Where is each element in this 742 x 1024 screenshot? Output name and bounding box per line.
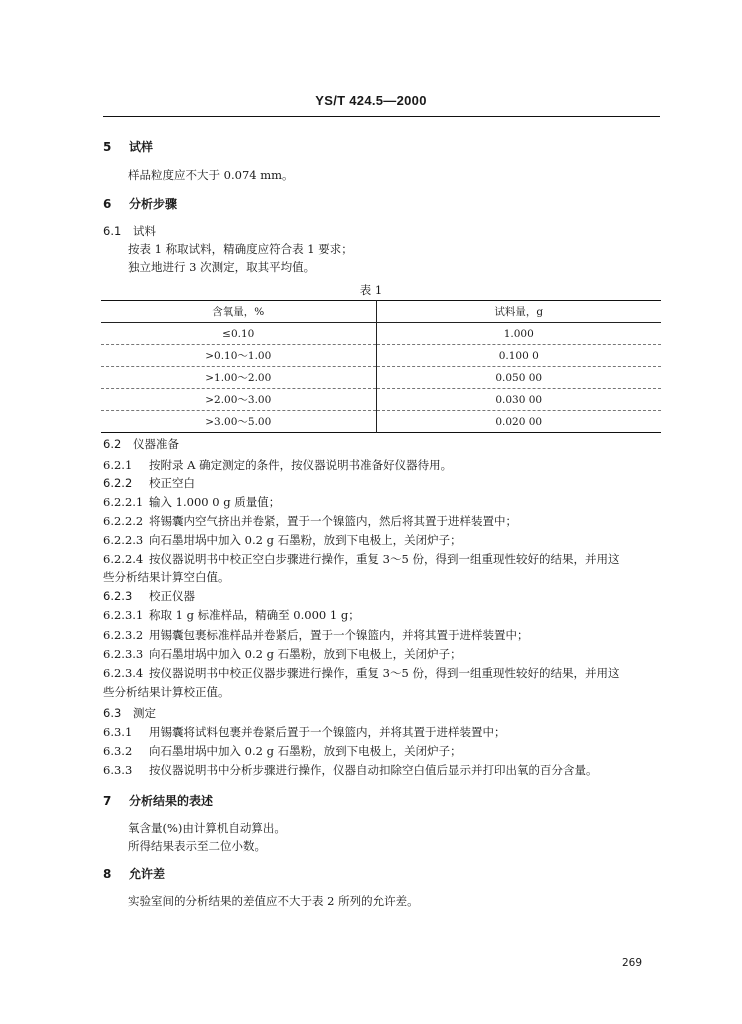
table-row	[101, 323, 661, 345]
table-row	[101, 345, 661, 367]
clause-number: 6.2.2.3	[103, 533, 144, 547]
clause-text: 用锡囊将试料包裹并卷紧后置于一个镍篮内，并将其置于进样装置中；	[149, 725, 506, 739]
clause-text: 称取 1 g 标准样品，精确至 0.000 1 g；	[149, 608, 360, 622]
clause-number: 6.2.3.2	[103, 628, 144, 642]
table-row	[101, 411, 661, 433]
section-8-heading	[103, 866, 165, 882]
clause-6-2-1	[103, 457, 452, 473]
section-title: 试样	[129, 140, 154, 154]
clause-6-2-2-4	[103, 551, 619, 567]
clause-text: 按仪器说明书中校正空白步骤进行操作，重复 3～5 份，得到一组重现性较好的结果，并用这	[149, 552, 620, 566]
clause-6-3-2	[103, 743, 462, 759]
clause-6-3-1	[103, 724, 506, 740]
clause-number: 6.3.1	[103, 725, 133, 739]
clause-6-2-heading	[103, 436, 179, 452]
table-cell-sample-mass: 0.030 00	[376, 389, 661, 411]
table-row	[101, 389, 661, 411]
clause-number: 6.2.1	[103, 458, 133, 472]
table-cell-oxygen-range: >2.00～3.00	[101, 389, 376, 411]
standard-code-header: YS/T 424.5—2000	[315, 93, 427, 108]
clause-number: 6.2.3	[103, 589, 133, 603]
clause-number: 6.3.2	[103, 744, 133, 758]
clause-text: 按仪器说明书中校正仪器步骤进行操作，重复 3～5 份，得到一组重现性较好的结果，并用这	[149, 666, 620, 680]
clause-6-2-2-4-continuation: 些分析结果计算空白值。	[103, 570, 230, 584]
clause-number: 6.2	[103, 437, 122, 451]
table-1-caption: 表 1	[359, 283, 383, 297]
clause-number: 6.2.3.1	[103, 608, 144, 622]
table-cell-oxygen-range: >0.10～1.00	[101, 345, 376, 367]
clause-number: 6.2.2	[103, 476, 133, 490]
clause-text: 向石墨坩埚中加入 0.2 g 石墨粉，放到下电极上，关闭炉子；	[149, 533, 462, 547]
clause-title: 仪器准备	[133, 437, 179, 451]
clause-6-2-3-heading	[103, 588, 195, 604]
table-cell-sample-mass: 0.100 0	[376, 345, 661, 367]
clause-6-2-3-3	[103, 646, 462, 662]
table-header-row	[101, 301, 661, 323]
clause-number: 6.2.3.3	[103, 647, 144, 661]
clause-number: 6.2.2.1	[103, 495, 144, 509]
table-cell-sample-mass: 0.020 00	[376, 411, 661, 433]
clause-6-2-2-1	[103, 494, 280, 510]
section-number: 7	[103, 794, 112, 808]
table-1	[101, 300, 661, 433]
section-7-heading	[103, 793, 213, 809]
table-cell-sample-mass: 0.050 00	[376, 367, 661, 389]
clause-text: 按附录 A 确定测定的条件，按仪器说明书准备好仪器待用。	[149, 458, 453, 472]
clause-number: 6.2.3.4	[103, 666, 144, 680]
section-7-line-2: 所得结果表示至二位小数。	[128, 839, 266, 853]
clause-title: 校正仪器	[149, 589, 195, 603]
clause-6-3-heading	[103, 705, 156, 721]
table-header-oxygen-content: 含氧量，%	[101, 301, 376, 323]
clause-title: 校正空白	[149, 476, 195, 490]
clause-6-2-3-1	[103, 607, 360, 623]
clause-text: 向石墨坩埚中加入 0.2 g 石墨粉，放到下电极上，关闭炉子；	[149, 647, 462, 661]
clause-number: 6.3.3	[103, 763, 133, 777]
clause-6-1-heading	[103, 223, 156, 239]
clause-6-2-3-4-continuation: 些分析结果计算校正值。	[103, 685, 230, 699]
clause-6-2-2-heading	[103, 475, 195, 491]
clause-text: 用锡囊包裹标准样品并卷紧后，置于一个镍篮内，并将其置于进样装置中；	[149, 628, 529, 642]
header-rule	[103, 116, 660, 117]
section-title: 分析结果的表述	[129, 794, 214, 808]
clause-text: 将锡囊内空气挤出并卷紧，置于一个镍篮内，然后将其置于进样装置中；	[149, 514, 517, 528]
clause-text: 向石墨坩埚中加入 0.2 g 石墨粉，放到下电极上，关闭炉子；	[149, 744, 462, 758]
table-row	[101, 367, 661, 389]
table-header-sample-mass: 试料量，g	[376, 301, 661, 323]
clause-text: 按仪器说明书中分析步骤进行操作，仪器自动扣除空白值后显示并打印出氧的百分含量。	[149, 763, 598, 777]
section-number: 6	[103, 197, 112, 211]
clause-6-3-3	[103, 762, 598, 778]
clause-6-2-2-3	[103, 532, 462, 548]
clause-number: 6.2.2.4	[103, 552, 144, 566]
clause-number: 6.2.2.2	[103, 514, 144, 528]
section-5-heading	[103, 139, 153, 155]
table-cell-oxygen-range: ≤0.10	[101, 323, 376, 345]
table-cell-sample-mass: 1.000	[503, 327, 534, 340]
clause-6-2-2-2	[103, 513, 517, 529]
section-7-line-1: 氧含量(%)由计算机自动算出。	[128, 821, 286, 835]
clause-title: 测定	[133, 706, 156, 720]
section-5-text: 样品粒度应不大于 0.074 mm。	[128, 168, 294, 182]
clause-6-1-line-2: 独立地进行 3 次测定，取其平均值。	[128, 260, 316, 274]
section-8-text: 实验室间的分析结果的差值应不大于表 2 所列的允许差。	[128, 894, 419, 908]
page-number: 269	[622, 957, 643, 969]
clause-6-1-line-1: 按表 1 称取试料，精确度应符合表 1 要求；	[128, 242, 353, 256]
clause-number: 6.1	[103, 224, 122, 238]
section-title: 允许差	[129, 867, 166, 881]
section-number: 5	[103, 140, 112, 154]
section-6-heading	[103, 196, 177, 212]
table-cell-oxygen-range: >1.00～2.00	[101, 367, 376, 389]
section-title: 分析步骤	[129, 197, 178, 211]
clause-text: 输入 1.000 0 g 质量值；	[149, 495, 281, 509]
table-cell-oxygen-range: >3.00～5.00	[101, 411, 376, 433]
clause-6-2-3-4	[103, 665, 619, 681]
clause-number: 6.3	[103, 706, 122, 720]
clause-title: 试料	[133, 224, 156, 238]
clause-6-2-3-2	[103, 627, 529, 643]
section-number: 8	[103, 867, 112, 881]
